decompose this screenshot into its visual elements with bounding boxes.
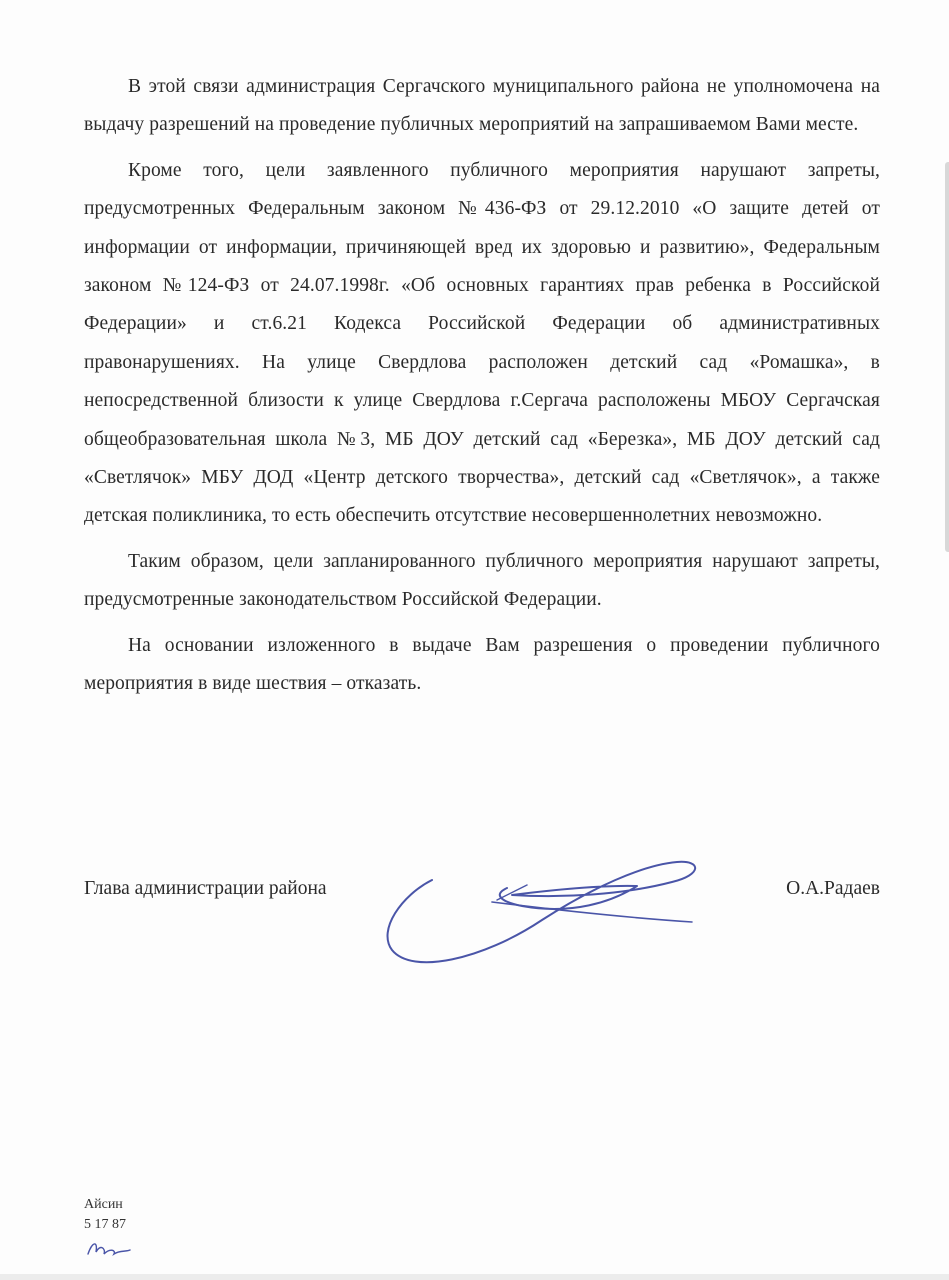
bottom-edge-bar: [0, 1274, 949, 1280]
paragraph-3: Таким образом, цели запланированного публичного мероприятия нарушают запреты, предусмотренные законодательством Российской Федерации.: [84, 550, 880, 611]
paragraph-4: На основании изложенного в выдаче Вам разрешения о проведении публичного мероприятия в виде шествия – отказать.: [84, 634, 880, 695]
paragraph-1: В этой связи администрация Сергачского муниципального района не уполномочена на выдачу разрешений на проведение публичных мероприятий на запрашиваемом Вами месте.: [84, 76, 880, 136]
letter-body: [84, 68, 880, 711]
paragraph-2: Кроме того, цели заявленного публичного мероприятия нарушают запреты, предусмотренных Федеральным законом №436-ФЗ от 29.12.2010 «О защите детей от информации от информации, причиняющей вред их здоровью и развитию», Федеральным законом №124-ФЗ от 24.07.1998г. «Об основных гарантиях прав ребенка в Российской Федерации» и ст.6.21 Кодекса Российской Федерации об административных правонарушениях. На улице Свердлова расположен детский сад «Ромашка», в непосредственной близости к улице Свердлова г.Сергача расположены МБОУ Сергачская общеобразовательная школа №3, МБ ДОУ детский сад «Березка», МБ ДОУ детский сад «Светлячок» МБУ ДОД «Центр детского творчества», детский сад «Светлячок», а также детская поликлиника, то есть обеспечить отсутствие несовершеннолетних невозможно.: [84, 159, 880, 527]
executor-phone: 5 17 87: [84, 1217, 126, 1232]
scrollbar-edge[interactable]: [945, 162, 949, 552]
signatory-title: Глава администрации района: [84, 878, 327, 899]
handwritten-initials: [84, 1236, 134, 1260]
executor-note: [84, 1195, 126, 1235]
executor-name: Айсин: [84, 1197, 123, 1212]
handwritten-signature: [372, 840, 712, 970]
signatory-name: О.А.Радаев: [786, 878, 880, 899]
